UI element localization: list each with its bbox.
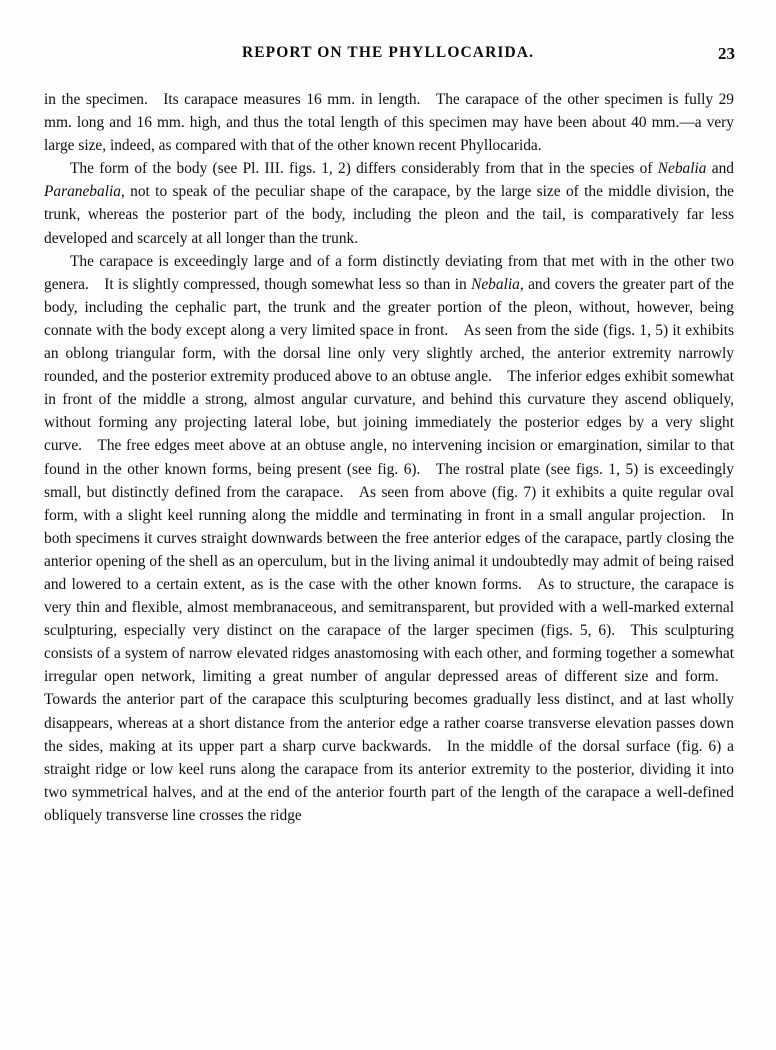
- paragraph: in the specimen. Its carapace measures 16 mm. in length. The carapace of the other specimen is fully 29 mm. long and 16 mm. high, and thus the total length of this specimen may have been about 40 mm.—a very large size, indeed, as compared with that of the other known recent Phyllocarida.: [44, 91, 734, 155]
- paragraph: The form of the body (see Pl. III. figs. 1, 2) differs considerably from that in the species of Nebalia and Paranebalia, not to speak of the peculiar shape of the carapace, by the large size of the middle division, the trunk, whereas the posterior part of the body, including the pleon and the tail, is comparatively far less developed and scarcely at all longer than the trunk.: [44, 160, 734, 247]
- body-text: [44, 88, 734, 827]
- paragraph: The carapace is exceedingly large and of a form distinctly deviating from that met with in the other two genera. It is slightly compressed, though somewhat less so than in Nebalia, and covers the greater part of the body, including the cephalic part, the trunk and the greater portion of the pleon, without, however, being connate with the body except along a very limited space in front. As seen from the side (figs. 1, 5) it exhibits an oblong triangular form, with the dorsal line only very slightly arched, the anterior extremity narrowly rounded, and the posterior extremity produced above to an obtuse angle. The inferior edges exhibit somewhat in front of the middle a strong, almost angular curvature, and behind this curvature they ascend obliquely, without forming any projecting lateral lobe, but joining immediately the posterior edges by a very slight curve. The free edges meet above at an obtuse angle, no intervening incision or emargination, similar to that found in the other known forms, being present (see fig. 6). The rostral plate (see figs. 1, 5) is exceedingly small, but distinctly defined from the carapace. As seen from above (fig. 7) it exhibits a quite regular oval form, with a slight keel running along the middle and terminating in front in a small angular projection. In both specimens it curves straight downwards between the free anterior edges of the carapace, partly closing the anterior opening of the shell as an operculum, but in the living animal it undoubtedly may admit of being raised and lowered to a certain extent, as is the case with the other known forms. As to structure, the carapace is very thin and flexible, almost membranaceous, and semitransparent, but provided with a well-marked external sculpturing, especially very distinct on the carapace of the larger specimen (figs. 5, 6). This sculpturing consists of a system of narrow elevated ridges anastomosing with each other, and forming together a somewhat irregular open network, limiting a great number of angular depressed areas of different size and form. Towards the anterior part of the carapace this sculpturing becomes gradually less distinct, and at last wholly disappears, whereas at a short distance from the anterior edge a rather coarse transverse elevation passes down the sides, making at its upper part a sharp curve backwards. In the middle of the dorsal surface (fig. 6) a straight ridge or low keel runs along the carapace from its anterior extremity to the posterior, dividing it into two symmetrical halves, and at the end of the anterior fourth part of the length of the carapace a well-defined obliquely transverse line crosses the ridge: [44, 252, 734, 824]
- running-head: REPORT ON THE PHYLLOCARIDA.: [241, 44, 535, 61]
- page-header: [0, 44, 776, 68]
- page-number: 23: [718, 44, 735, 63]
